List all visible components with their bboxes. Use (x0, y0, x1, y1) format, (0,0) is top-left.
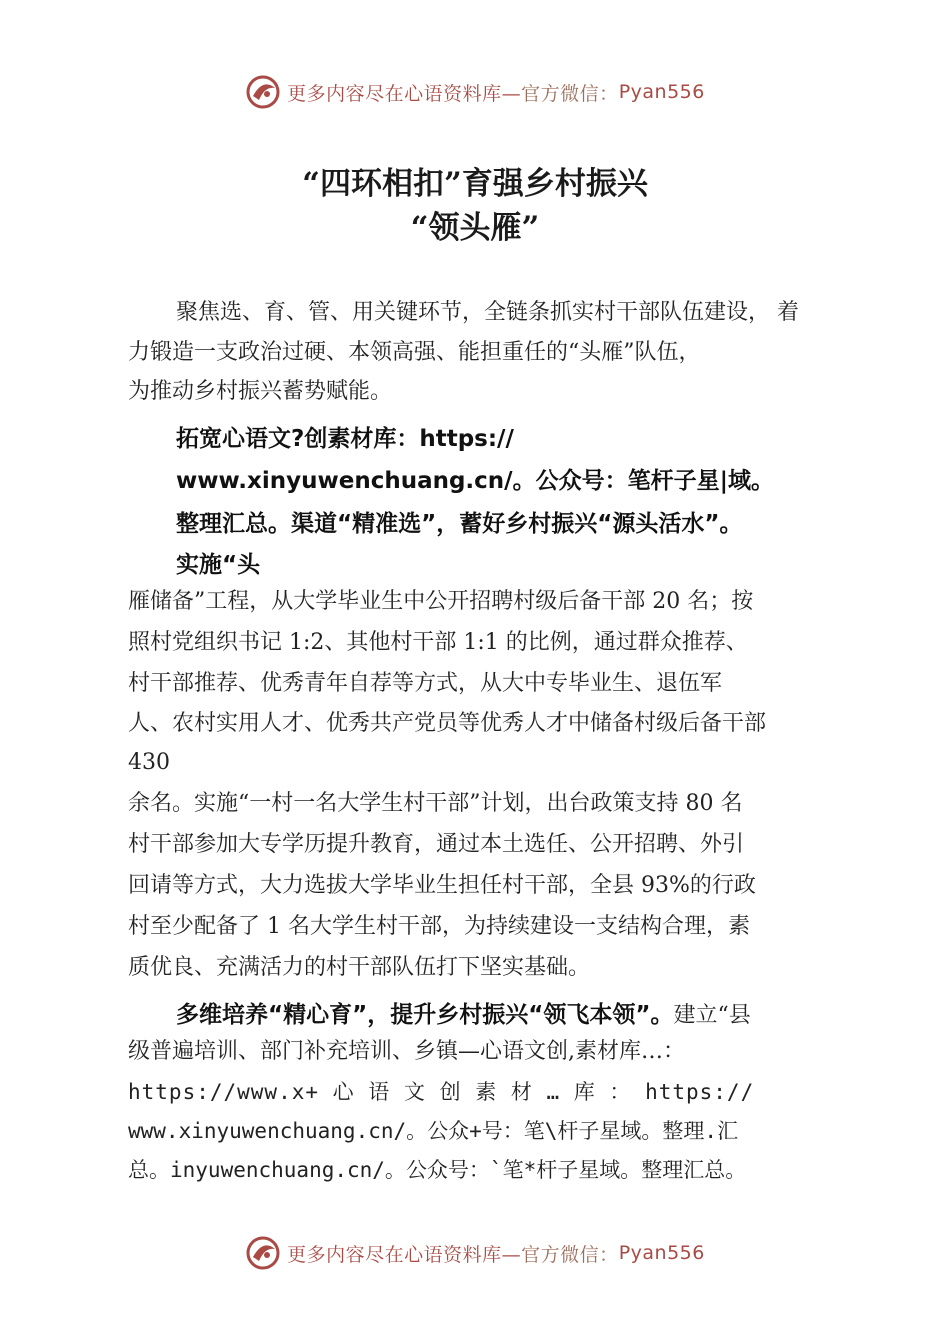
banner-wechat-label: 官方微信： (521, 82, 619, 105)
body-line-bold: www.xinyuwenchuang.cn/。公众号：笔杆子星|域。 (176, 468, 774, 494)
banner-wechat-id: Pyan556 (618, 1242, 705, 1264)
body-line: 质优良、充满活力的村干部队伍打下坚实基础。 (128, 955, 591, 980)
body-line: 430 (128, 750, 170, 775)
banner-text: 更多内容尽在心语资料库— (287, 1243, 522, 1266)
body-line: 村至少配备了 1 名大学生村干部，为持续建设一支结构合理，素 (128, 914, 750, 939)
document-title-line2: “领头雁” (410, 210, 540, 246)
body-line-tail: 建立“县 (673, 1003, 751, 1028)
body-line: 总。inyuwenchuang.cn/。公众号：`笔*杆子星域。整理汇总。 (128, 1158, 747, 1182)
banner-wechat-id: Pyan556 (618, 81, 705, 103)
body-line: 村干部参加大专学历提升教育，通过本土选任、公开招聘、外引 (128, 832, 745, 857)
logo-icon (245, 74, 281, 110)
document-title-line1: “四环相扣”育强乡村振兴 (302, 166, 648, 202)
body-line: 力锻造一支政治过硬、本领高强、能担重任的“头雁”队伍， (128, 340, 701, 365)
body-line: www.xinyuwenchuang.cn/。公众+号：笔\杆子星域。整理.汇 (128, 1119, 739, 1143)
body-line-bold: 多维培养“精心育”，提升乡村振兴“领飞本领”。 (176, 1002, 674, 1028)
body-line: 为推动乡村振兴蓄势赋能。 (128, 379, 393, 404)
body-line: https://www.x+ 心 语 文 创 素 材 … 库 ： https:// (128, 1080, 755, 1104)
banner-text: 更多内容尽在心语资料库— (287, 82, 522, 105)
body-line: 照村党组织书记 1:2、其他村干部 1:1 的比例，通过群众推荐、 (128, 630, 748, 655)
header-banner (0, 72, 950, 112)
banner-wechat-label: 官方微信： (521, 1243, 619, 1266)
body-line-mixed (176, 1000, 751, 1031)
body-line: 余名。实施“一村一名大学生村干部”计划，出台政策支持 80 名 (128, 791, 743, 816)
body-line-bold: 拓宽心语文?创素材库：https:// (176, 426, 514, 452)
footer-banner (0, 1233, 950, 1273)
body-line-bold: 实施“头 (176, 552, 261, 578)
body-line: 级普遍培训、部门补充培训、乡镇—心语文创,素材库…： (128, 1039, 685, 1064)
body-line-bold: 整理汇总。渠道“精准选”，蓄好乡村振兴“源头活水”。 (176, 511, 743, 537)
body-line: 聚焦选、育、管、用关键环节，全链条抓实村干部队伍建设， 着 (176, 300, 799, 325)
body-line: 人、农村实用人才、优秀共产党员等优秀人才中储备村级后备干部 (128, 711, 767, 736)
body-line: 回请等方式，大力选拔大学毕业生担任村干部，全县 93%的行政 (128, 873, 756, 898)
body-line: 村干部推荐、优秀青年自荐等方式，从大中专毕业生、退伍军 (128, 671, 723, 696)
body-line: 雁储备”工程，从大学毕业生中公开招聘村级后备干部 20 名；按 (128, 589, 754, 614)
logo-icon (245, 1235, 281, 1271)
